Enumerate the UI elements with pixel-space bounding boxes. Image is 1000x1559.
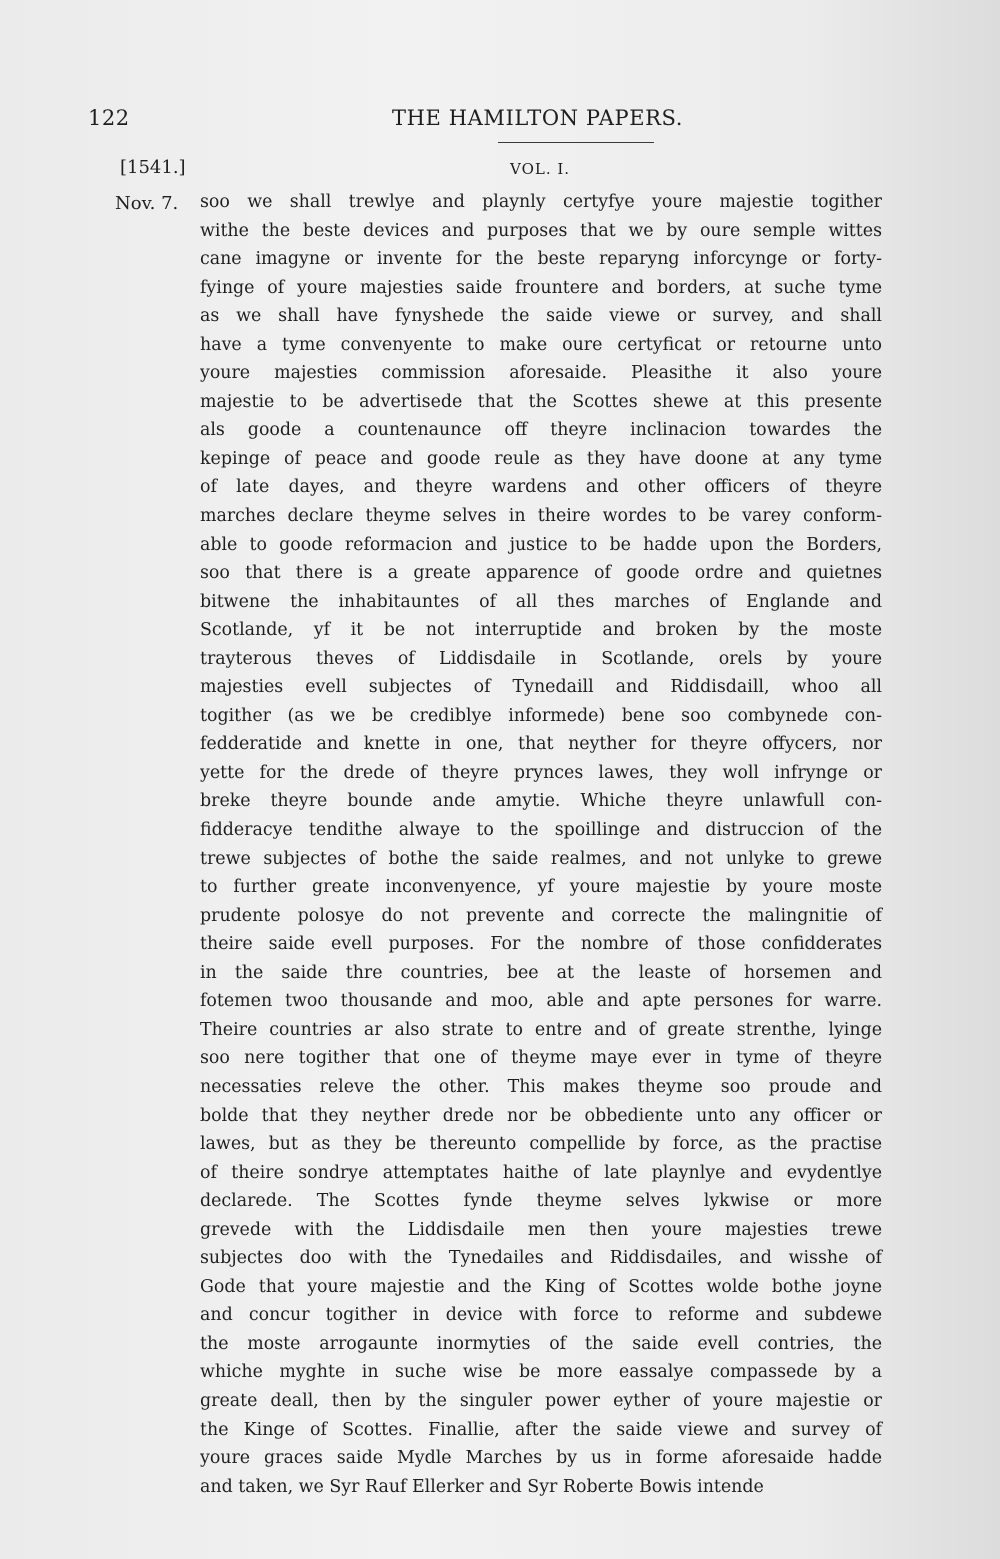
text-line: trewe subjectes of bothe the saide realmes, and not unlyke to grewe xyxy=(200,848,882,869)
text-line: yette for the drede of theyre prynces lawes, they woll infrynge or xyxy=(200,762,882,783)
running-title: THE HAMILTON PAPERS. xyxy=(392,106,684,130)
text-line: youre graces saide Mydle Marches by us in forme aforesaide hadde xyxy=(200,1448,882,1469)
text-line: have a tyme convenyente to make oure certyficat or retourne unto xyxy=(200,334,882,355)
text-line: als goode a countenaunce off theyre inclinacion towardes the xyxy=(200,420,882,441)
volume-label: VOL. I. xyxy=(510,160,571,178)
text-line: as we shall have fynyshede the saide viewe or survey, and shall xyxy=(200,306,882,327)
text-line: youre majesties commission aforesaide. Pleasithe it also youre xyxy=(200,363,882,384)
text-line: the Kinge of Scottes. Finallie, after the saide viewe and survey of xyxy=(200,1419,882,1440)
text-line: subjectes doo with the Tynedailes and Riddisdailes, and wisshe of xyxy=(200,1248,882,1269)
header-rule xyxy=(498,142,654,143)
text-line: greate deall, then by the singuler power eyther of youre majestie or xyxy=(200,1390,882,1411)
text-line: Scotlande, yf it be not interruptide and broken by the moste xyxy=(200,620,882,641)
body-text xyxy=(200,188,882,1501)
text-line: trayterous theves of Liddisdaile in Scotlande, orels by youre xyxy=(200,648,882,669)
text-line: bolde that they neyther drede nor be obbediente unto any officer or xyxy=(200,1105,882,1126)
text-line: and concur togither in device with force to reforme and subdewe xyxy=(200,1305,882,1326)
page-number: 122 xyxy=(88,106,130,130)
text-line: theire saide evell purposes. For the nombre of those confidderates xyxy=(200,934,882,955)
text-line: the moste arrogaunte inormyties of the saide evell contries, the xyxy=(200,1333,882,1354)
text-line: majesties evell subjectes of Tynedaill and Riddisdaill, whoo all xyxy=(200,677,882,698)
text-line: cane imagyne or invente for the beste reparyng inforcynge or forty- xyxy=(200,249,882,270)
text-line: fidderacye tendithe alwaye to the spoillinge and distruccion of the xyxy=(200,820,882,841)
text-line: of late dayes, and theyre wardens and other officers of theyre xyxy=(200,477,882,498)
text-line: marches declare theyme selves in theire wordes to be varey conform- xyxy=(200,506,882,527)
text-line: withe the beste devices and purposes that we by oure semple wittes xyxy=(200,220,882,241)
text-line: grevede with the Liddisdaile men then youre majesties trewe xyxy=(200,1219,882,1240)
text-line: soo that there is a greate apparence of goode ordre and quietnes xyxy=(200,563,882,584)
text-line: soo nere togither that one of theyme maye ever in tyme of theyre xyxy=(200,1048,882,1069)
text-line: whiche myghte in suche wise be more eassalye compassede by a xyxy=(200,1362,882,1383)
text-line: and taken, we Syr Rauf Ellerker and Syr Roberte Bowis intende xyxy=(200,1476,764,1497)
text-line: majestie to be advertisede that the Scottes shewe at this presente xyxy=(200,391,882,412)
text-line: of theire sondrye attemptates haithe of late playnlye and evydentlye xyxy=(200,1162,882,1183)
text-line: fedderatide and knette in one, that neyther for theyre offycers, nor xyxy=(200,734,882,755)
text-line: Theire countries ar also strate to entre and of greate strenthe, lyinge xyxy=(200,1019,882,1040)
text-line: prudente polosye do not prevente and correcte the malingnitie of xyxy=(200,905,882,926)
year-marker: [1541.] xyxy=(120,157,186,178)
text-line: fyinge of youre majesties saide frountere and borders, at suche tyme xyxy=(200,277,882,298)
text-line: in the saide thre countries, bee at the leaste of horsemen and xyxy=(200,962,882,983)
text-line: to further greate inconvenyence, yf youre majestie by youre moste xyxy=(200,877,882,898)
text-line: bitwene the inhabitauntes of all thes marches of Englande and xyxy=(200,591,882,612)
text-line: declarede. The Scottes fynde theyme selves lykwise or more xyxy=(200,1191,882,1212)
text-line: breke theyre bounde ande amytie. Whiche theyre unlawfull con- xyxy=(200,791,882,812)
text-line: fotemen twoo thousande and moo, able and apte persones for warre. xyxy=(200,991,882,1012)
text-line: Gode that youre majestie and the King of Scottes wolde bothe joyne xyxy=(200,1276,882,1297)
margin-date: Nov. 7. xyxy=(115,193,179,214)
text-line: able to goode reformacion and justice to be hadde upon the Borders, xyxy=(200,534,882,555)
text-line: necessaties releve the other. This makes theyme soo proude and xyxy=(200,1076,882,1097)
text-line: kepinge of peace and goode reule as they have doone at any tyme xyxy=(200,448,882,469)
text-line: lawes, but as they be thereunto compellide by force, as the practise xyxy=(200,1134,882,1155)
text-line: togither (as we be crediblye informede) bene soo combynede con- xyxy=(200,705,882,726)
text-line: soo we shall trewlye and playnly certyfye youre majestie togither xyxy=(200,192,882,212)
